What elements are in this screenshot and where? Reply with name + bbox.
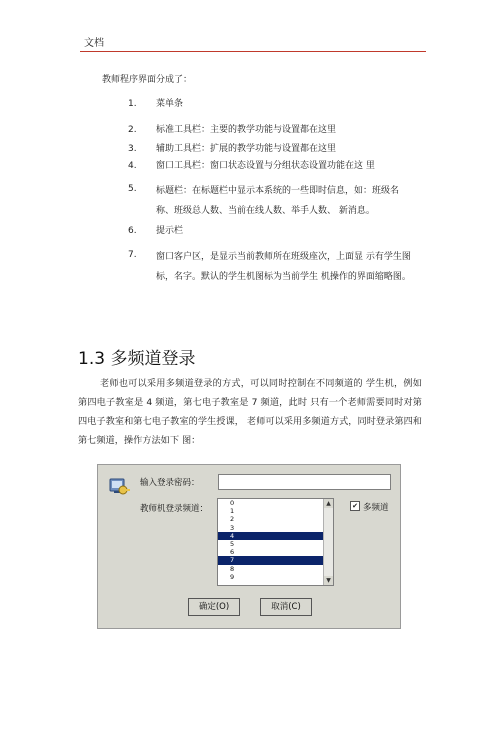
- scroll-down-icon[interactable]: ▼: [324, 576, 333, 585]
- channel-option[interactable]: 9: [230, 572, 235, 581]
- channel-label: 教师机登录频道：: [140, 504, 209, 514]
- login-key-icon: [108, 475, 130, 497]
- channel-option[interactable]: 1: [230, 507, 235, 516]
- list-text: 辅助工具栏：扩展的教学功能与设置都在这里: [156, 144, 337, 154]
- password-label: 输入登录密码：: [140, 478, 200, 488]
- list-item: [128, 141, 428, 157]
- list-item: [128, 223, 428, 239]
- multi-channel-label: 多频道: [363, 503, 389, 513]
- list-text: 标准工具栏：主要的教学功能与设置都在这里: [156, 125, 337, 135]
- list-number: 1.: [128, 99, 137, 109]
- cancel-button[interactable]: 取消(C): [260, 598, 312, 616]
- list-number: 6.: [128, 226, 137, 236]
- list-text: 窗口工具栏：窗口状态设置与分组状态设置功能在这 里: [156, 161, 375, 171]
- ok-button[interactable]: 确定(O): [188, 598, 240, 616]
- channel-option[interactable]: 7: [218, 556, 333, 564]
- multi-channel-checkbox[interactable]: ✔: [350, 501, 360, 511]
- list-item: [128, 247, 428, 307]
- channel-option[interactable]: 5: [230, 539, 235, 548]
- list-item: [128, 122, 428, 138]
- list-item: [128, 181, 428, 221]
- header-rule: [80, 51, 426, 52]
- channel-listbox[interactable]: [217, 498, 334, 586]
- list-item: [128, 96, 428, 112]
- list-text: 提示栏: [156, 226, 184, 236]
- section-title: 1.3 多频道登录: [78, 349, 196, 369]
- list-text: 标题栏：在标题栏中显示本系统的一些即时信息，如：班级名称、班级总人数、当前在线人数、举手人数、 新消息。: [156, 186, 400, 216]
- multi-channel-login-dialog: [97, 464, 401, 629]
- list-number: 7.: [128, 250, 137, 260]
- channel-option[interactable]: 0: [230, 499, 235, 507]
- list-text: 窗口客户区，是显示当前教师所在班级座次，上面显 示有学生图标，名字。默认的学生机图标为当前学生 机操作的界面缩略图。: [156, 252, 411, 282]
- page-header-label: 文档: [84, 38, 104, 49]
- channel-option[interactable]: 4: [218, 532, 333, 540]
- scroll-up-icon[interactable]: ▲: [324, 499, 333, 508]
- channel-option[interactable]: 2: [230, 515, 235, 524]
- listbox-scrollbar[interactable]: [323, 499, 333, 585]
- list-number: 2.: [128, 125, 137, 135]
- channel-option[interactable]: 3: [230, 523, 235, 532]
- intro-text: 教师程序界面分成了：: [102, 75, 193, 85]
- channel-option[interactable]: 6: [230, 548, 235, 557]
- list-number: 5.: [128, 184, 137, 194]
- section-paragraph: 老师也可以采用多频道登录的方式，可以同时控制在不同频道的 学生机，例如第四电子教室是 4 频道，第七电子教室是 7 频道，此时 只有一个老师需要同时对第四电子教室和第七电子教室的学生授课， 老师可以采用多频道方式，同时登录第四和第七频道，操作方法如下 图：: [78, 378, 422, 446]
- list-number: 4.: [128, 161, 137, 171]
- channel-option[interactable]: 8: [230, 564, 235, 573]
- list-text: 菜单条: [156, 99, 184, 109]
- password-input[interactable]: [218, 474, 391, 490]
- list-number: 3.: [128, 144, 137, 154]
- list-item: [128, 158, 428, 174]
